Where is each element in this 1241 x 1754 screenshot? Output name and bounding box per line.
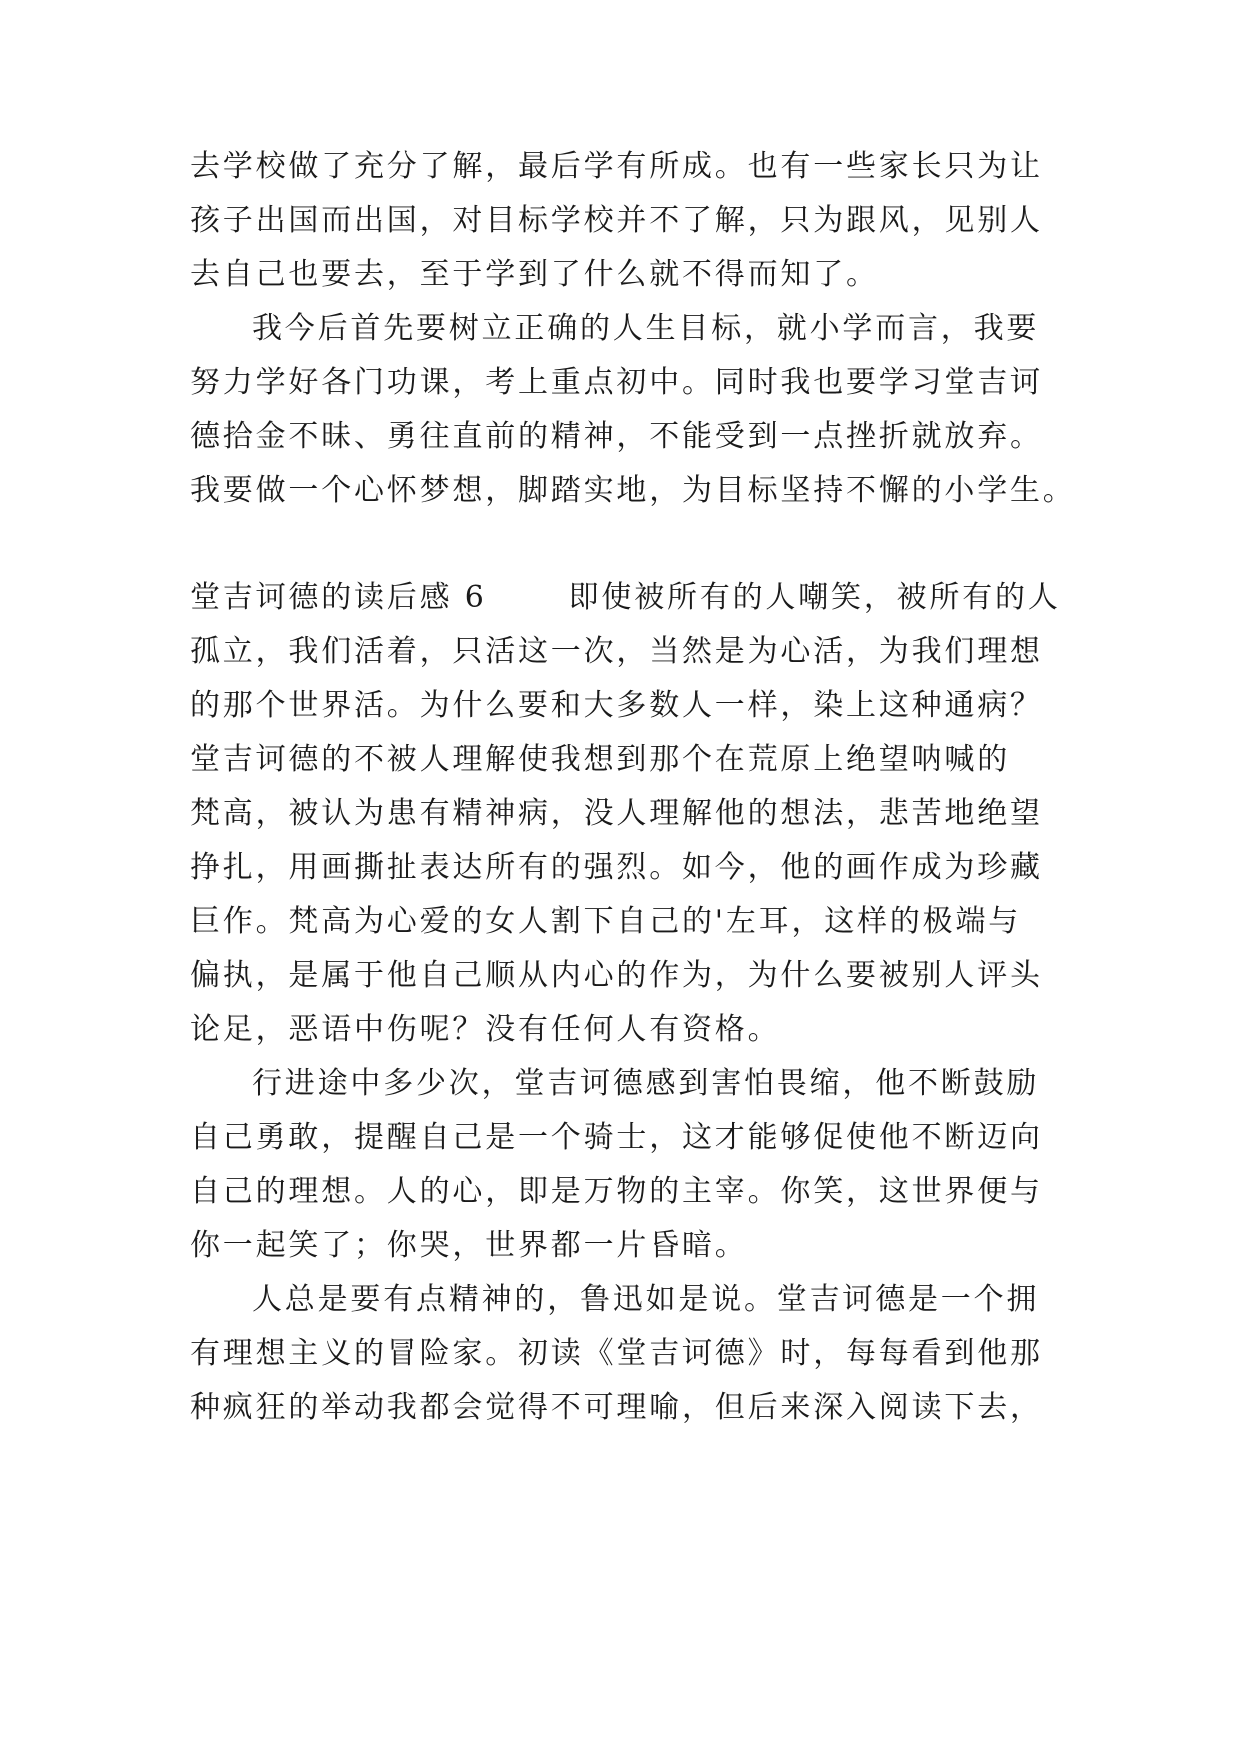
paragraph-line: 梵高，被认为患有精神病，没人理解他的想法，悲苦地绝望 [190, 796, 1043, 831]
paragraph-line: 偏执，是属于他自己顺从内心的作为，为什么要被别人评头 [190, 958, 1043, 993]
paragraph-line: 去自己也要去，至于学到了什么就不得而知了。 [190, 257, 879, 292]
paragraph-line: 孤立，我们活着，只活这一次，当然是为心活，为我们理想 [190, 634, 1043, 669]
paragraph-line: 论足，恶语中伤呢？没有任何人有资格。 [190, 1012, 781, 1047]
paragraph-line: 我要做一个心怀梦想，脚踏实地，为目标坚持不懈的小学生。 [190, 473, 1076, 508]
paragraph-line: 自己的理想。人的心，即是万物的主宰。你笑，这世界便与 [190, 1174, 1043, 1209]
paragraph-line: 行进途中多少次，堂吉诃德感到害怕畏缩，他不断鼓励 [252, 1066, 1040, 1101]
paragraph-line: 德拾金不昧、勇往直前的精神，不能受到一点挫折就放弃。 [190, 419, 1043, 454]
paragraph-line: 堂吉诃德的不被人理解使我想到那个在荒原上绝望呐喊的 [190, 742, 1010, 777]
paragraph-line: 种疯狂的举动我都会觉得不可理喻，但后来深入阅读下去， [190, 1390, 1043, 1425]
paragraph-line: 我今后首先要树立正确的人生目标，就小学而言，我要 [252, 311, 1040, 346]
paragraph-line: 孩子出国而出国，对目标学校并不了解，只为跟风，见别人 [190, 203, 1043, 238]
paragraph-line: 人总是要有点精神的，鲁迅如是说。堂吉诃德是一个拥 [252, 1282, 1040, 1317]
paragraph-line: 你一起笑了；你哭，世界都一片昏暗。 [190, 1228, 748, 1263]
paragraph-line: 努力学好各门功课，考上重点初中。同时我也要学习堂吉诃 [190, 365, 1043, 400]
section-heading-line [190, 578, 1061, 618]
paragraph-line: 巨作。梵高为心爱的女人割下自己的'左耳，这样的极端与 [190, 904, 1022, 939]
paragraph-line: 自己勇敢，提醒自己是一个骑士，这才能够促使他不断迈向 [190, 1120, 1043, 1155]
paragraph-line: 的那个世界活。为什么要和大多数人一样，染上这种通病？ [190, 688, 1043, 723]
paragraph-line: 去学校做了充分了解，最后学有所成。也有一些家长只为让 [190, 149, 1043, 184]
section-heading: 堂吉诃德的读后感 6 [190, 580, 487, 615]
paragraph-line: 挣扎，用画撕扯表达所有的强烈。如今，他的画作成为珍藏 [190, 850, 1043, 885]
section-first-line: 即使被所有的人嘲笑，被所有的人 [568, 580, 1061, 615]
paragraph-line: 有理想主义的冒险家。初读《堂吉诃德》时，每每看到他那 [190, 1336, 1043, 1371]
